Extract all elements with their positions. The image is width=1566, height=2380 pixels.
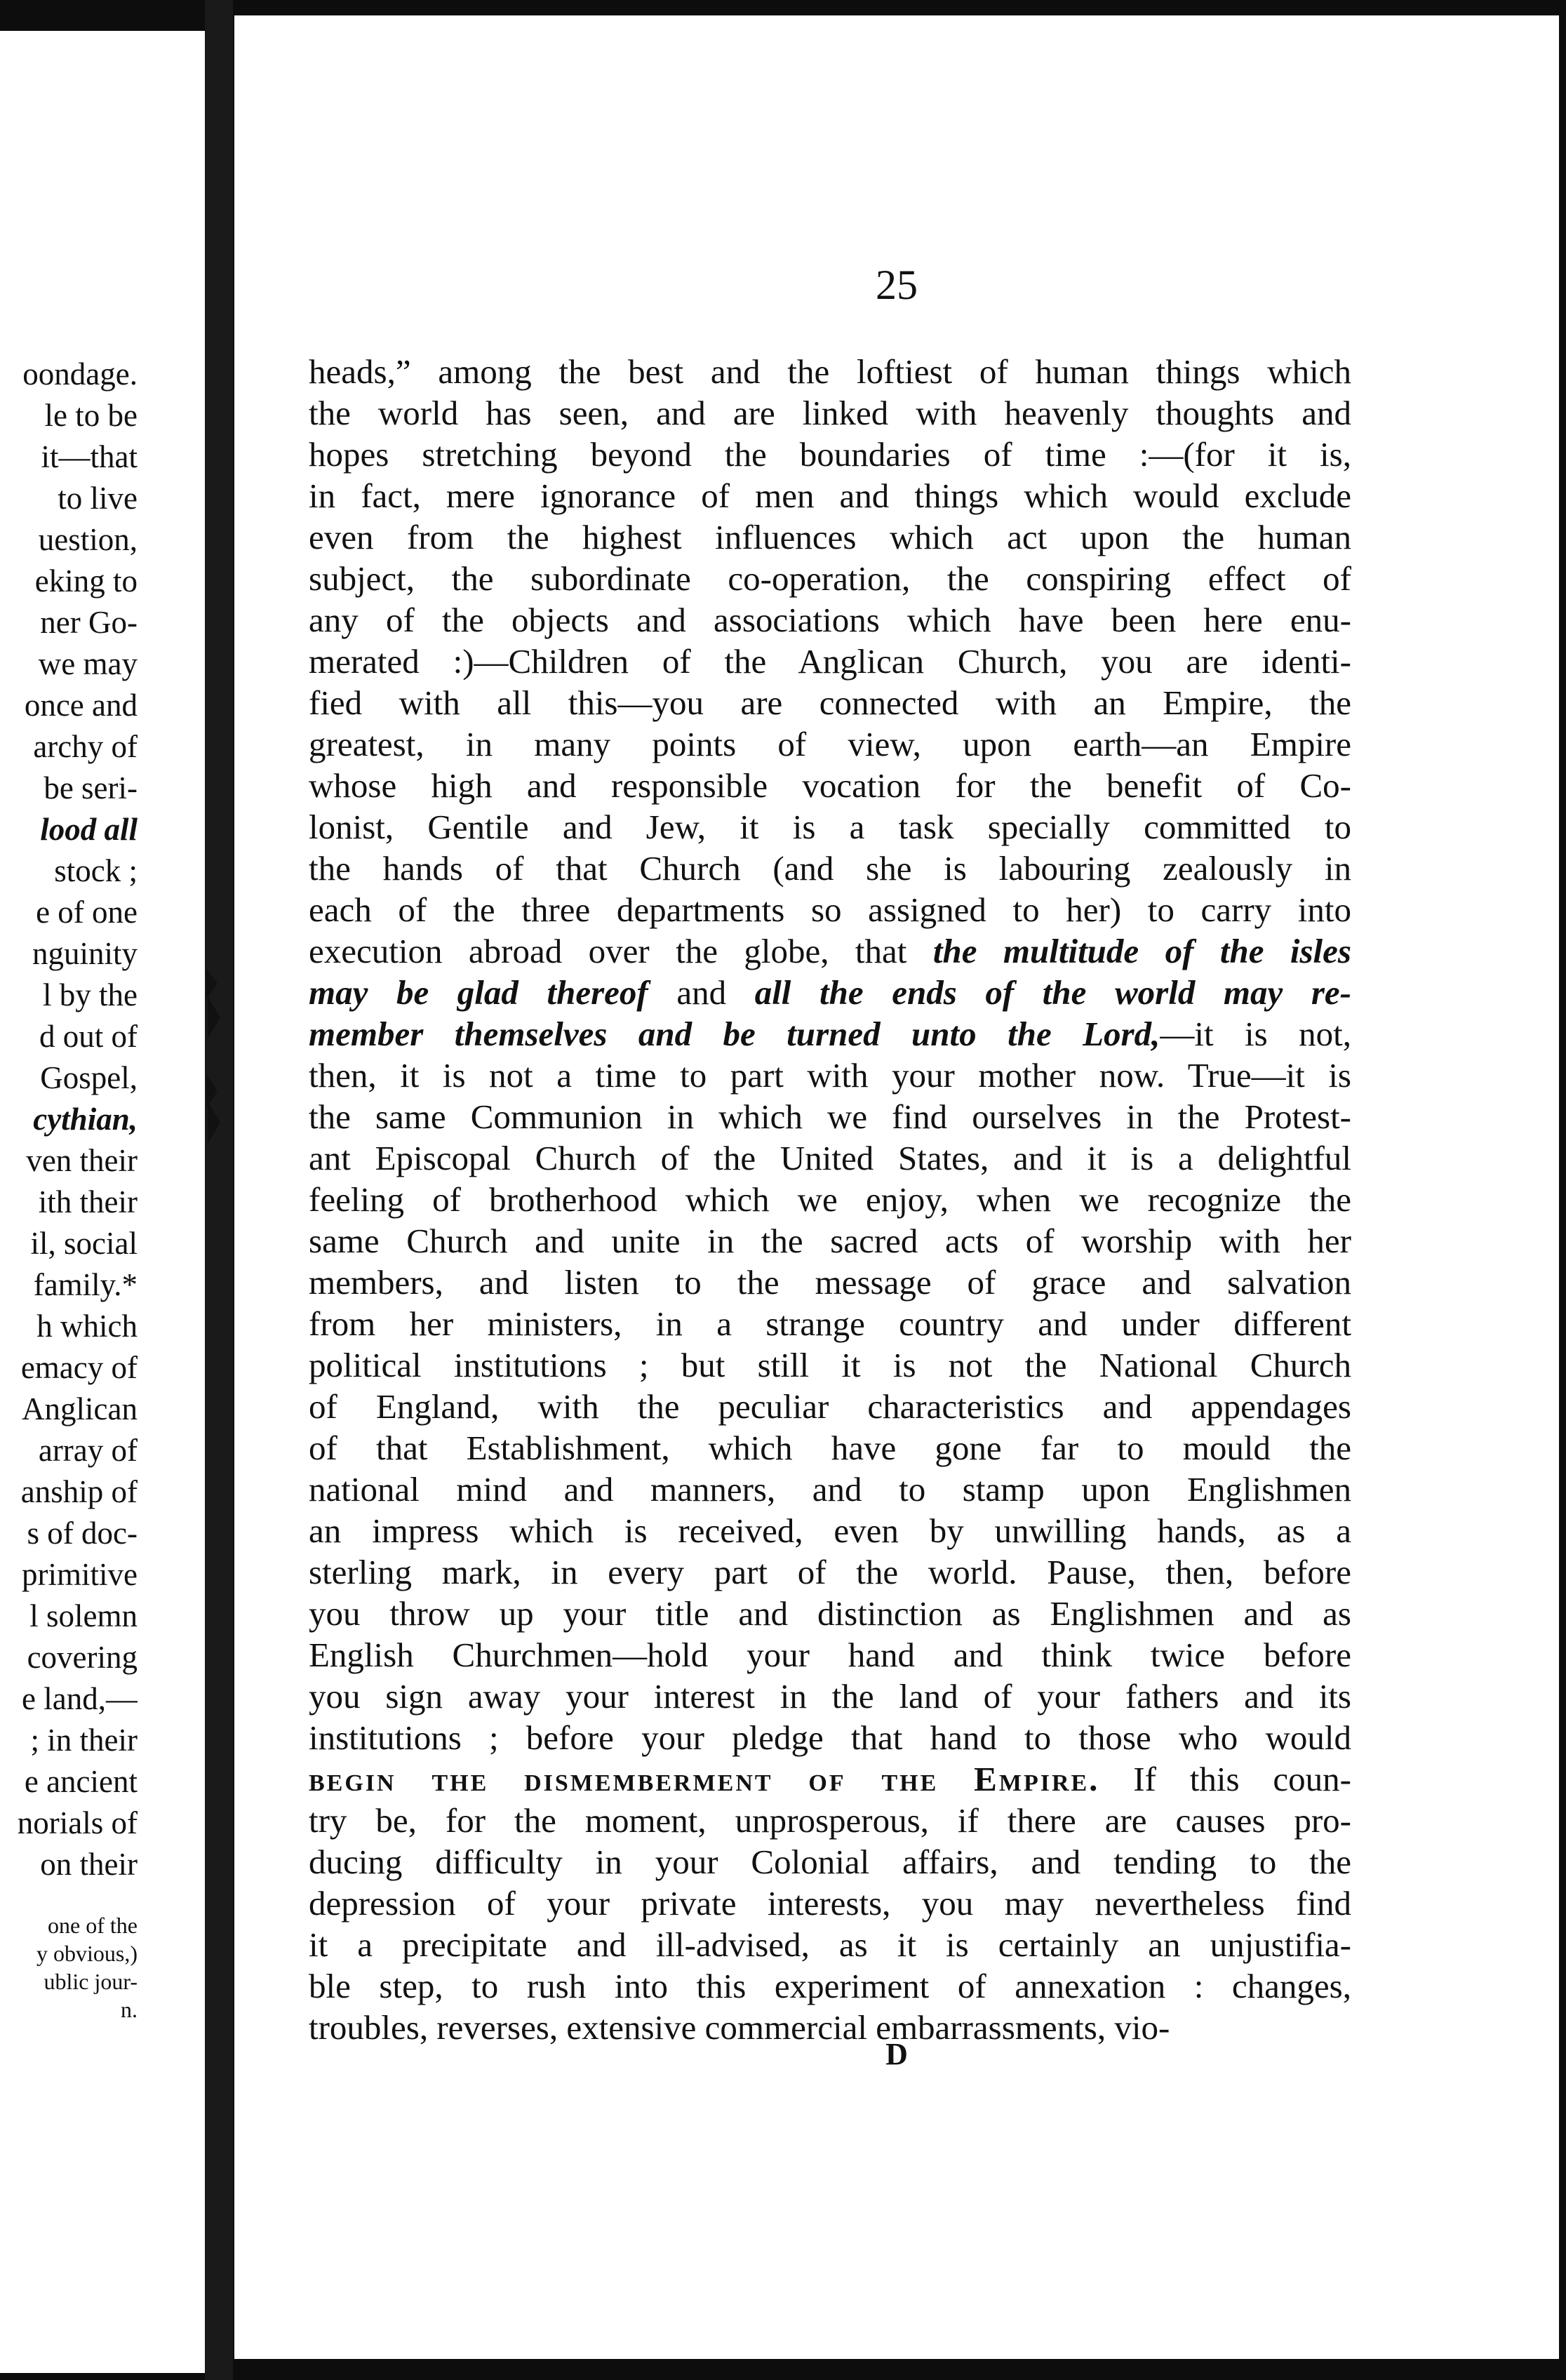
text-line: [309, 351, 1351, 392]
text-segment: from her ministers, in a strange country and under different: [309, 1304, 1351, 1343]
left-page-line: array of: [38, 1433, 138, 1468]
text-line: [309, 1510, 1351, 1551]
text-line: [309, 434, 1351, 475]
text-segment: subject, the subordinate co-operation, the conspiring effect of: [309, 559, 1351, 598]
text-segment: then, it is not a time to part with your mother now. True—it is: [309, 1056, 1351, 1095]
text-line: [309, 1262, 1351, 1303]
left-page-line: cythian,: [33, 1102, 138, 1137]
left-page-line: l solemn: [29, 1598, 138, 1633]
binding-marks: [199, 968, 227, 1151]
text-line: [309, 889, 1351, 930]
left-page-line: primitive: [22, 1557, 138, 1592]
text-segment: troubles, reverses, extensive commercial embarrassments, vio-: [309, 2008, 1170, 2047]
left-page-fragment: [0, 31, 205, 2373]
text-line: [309, 1717, 1351, 1758]
text-line: [309, 1841, 1351, 1883]
text-segment: it a precipitate and ill-advised, as it is certainly an unjustifia-: [309, 1925, 1351, 1964]
text-line: [309, 723, 1351, 765]
text-segment: national mind and manners, and to stamp upon Englishmen: [309, 1470, 1351, 1509]
text-line: [309, 1676, 1351, 1717]
left-page-line: be seri-: [44, 770, 138, 805]
text-line: [309, 682, 1351, 723]
text-segment: ducing difficulty in your Colonial affairs, and tending to the: [309, 1843, 1351, 1881]
text-line: [309, 1634, 1351, 1676]
left-page-footnote-line: one of the: [48, 1913, 138, 1938]
book-gutter: [205, 0, 233, 2380]
text-segment: the world has seen, and are linked with heavenly thoughts and: [309, 394, 1351, 432]
text-segment: merated :)—Children of the Anglican Church, you are identi-: [309, 642, 1351, 681]
text-segment: you throw up your title and distinction as Englishmen and as: [309, 1594, 1351, 1633]
text-line: [309, 765, 1351, 806]
italic-text: all the ends of the world may re-: [754, 973, 1351, 1012]
text-line: [309, 1427, 1351, 1469]
left-page-line: stock ;: [54, 853, 138, 888]
text-line: [309, 1800, 1351, 1841]
text-line: [309, 1924, 1351, 1965]
text-line: [309, 1965, 1351, 2007]
left-page-line: it—that: [41, 439, 138, 474]
text-segment: political institutions ; but still it is not the National Church: [309, 1346, 1351, 1384]
text-line: [309, 1055, 1351, 1096]
text-line: [309, 1469, 1351, 1510]
text-segment: English Churchmen—hold your hand and think twice before: [309, 1636, 1351, 1674]
left-page-footnote: [0, 1911, 138, 2024]
left-page-line: le to be: [44, 398, 138, 433]
text-line: [309, 1220, 1351, 1262]
left-page-line: h which: [36, 1309, 138, 1344]
text-segment: —it is not,: [1160, 1015, 1351, 1053]
text-segment: members, and listen to the message of grace and salvation: [309, 1263, 1351, 1302]
text-line: [309, 1551, 1351, 1593]
left-page-line: Anglican: [22, 1391, 138, 1426]
left-page-line: d out of: [39, 1019, 138, 1054]
text-segment: greatest, in many points of view, upon earth—an Empire: [309, 725, 1351, 763]
italic-text: member themselves and be turned unto the Lord,: [309, 1015, 1160, 1053]
text-segment: even from the highest influences which act upon the human: [309, 518, 1351, 556]
scan-bottom-edge: [234, 2359, 1566, 2380]
text-line: [309, 1179, 1351, 1220]
left-page-line: nguinity: [32, 936, 138, 971]
left-page-line: covering: [27, 1640, 138, 1675]
left-page-footnote-line: y obvious,): [36, 1941, 138, 1966]
text-segment: feeling of brotherhood which we enjoy, when we recognize the: [309, 1180, 1351, 1219]
text-segment: try be, for the moment, unprosperous, if there are causes pro-: [309, 1801, 1351, 1840]
text-line: [309, 930, 1351, 972]
text-segment: ble step, to rush into this experiment of annexation : changes,: [309, 1967, 1351, 2005]
text-line: [309, 1883, 1351, 1924]
text-segment: depression of your private interests, you may nevertheless find: [309, 1884, 1351, 1923]
text-segment: of England, with the peculiar characteristics and appendages: [309, 1387, 1351, 1426]
text-segment: If this coun-: [1099, 1760, 1351, 1798]
text-line: [309, 848, 1351, 889]
text-segment: ant Episcopal Church of the United States, and it is a delightful: [309, 1139, 1351, 1177]
text-segment: sterling mark, in every part of the world. Pause, then, before: [309, 1553, 1351, 1591]
left-page-line: on their: [40, 1847, 138, 1882]
text-line: [309, 475, 1351, 516]
left-page-line: ith their: [38, 1184, 138, 1219]
text-segment: heads,” among the best and the loftiest of human things which: [309, 352, 1351, 391]
left-page-line: lood all: [40, 812, 138, 847]
text-line: [309, 1758, 1351, 1800]
text-line: [309, 806, 1351, 848]
text-line: [309, 972, 1351, 1013]
page-number: 25: [876, 262, 918, 308]
left-page-line: family.*: [33, 1267, 138, 1302]
text-segment: an impress which is received, even by unwilling hands, as a: [309, 1511, 1351, 1550]
left-page-line: e ancient: [24, 1764, 138, 1799]
left-page-line: archy of: [33, 729, 138, 764]
left-page-line: s of doc-: [27, 1516, 138, 1551]
left-page-line: once and: [24, 688, 138, 723]
small-caps-text: begin the dismemberment of the Empire.: [309, 1760, 1100, 1798]
text-segment: lonist, Gentile and Jew, it is a task specially committed to: [309, 808, 1351, 846]
left-page-line: uestion,: [38, 522, 138, 557]
text-segment: each of the three departments so assigned to her) to carry into: [309, 890, 1351, 929]
text-segment: fied with all this—you are connected with an Empire, the: [309, 683, 1351, 722]
text-line: [309, 1386, 1351, 1427]
left-page-line: l by the: [43, 977, 138, 1012]
text-segment: any of the objects and associations which have been here enu-: [309, 601, 1351, 639]
text-line: [309, 1137, 1351, 1179]
left-page-line: oondage.: [22, 356, 138, 392]
left-page-line: anship of: [20, 1474, 138, 1509]
text-segment: same Church and unite in the sacred acts of worship with her: [309, 1222, 1351, 1260]
signature-mark: D: [885, 2037, 908, 2071]
left-page-line: il, social: [30, 1226, 138, 1261]
left-page-line: norials of: [17, 1805, 138, 1840]
left-page-line: e land,—: [22, 1681, 138, 1716]
text-segment: hopes stretching beyond the boundaries of time :—(for it is,: [309, 435, 1351, 474]
text-segment: institutions ; before your pledge that hand to those who would: [309, 1718, 1351, 1757]
text-line: [309, 1303, 1351, 1344]
left-page-line: eking to: [34, 563, 138, 599]
left-page-line: e of one: [36, 895, 138, 930]
left-page-line: emacy of: [20, 1350, 138, 1385]
left-page-line: ven their: [26, 1143, 138, 1178]
text-segment: the hands of that Church (and she is labouring zealously in: [309, 849, 1351, 888]
text-line: [309, 516, 1351, 558]
text-line: [309, 1013, 1351, 1055]
left-page-footnote-line: ublic jour-: [44, 1969, 138, 1994]
text-line: [309, 392, 1351, 434]
text-segment: the same Communion in which we find ourselves in the Protest-: [309, 1097, 1351, 1136]
italic-text: may be glad thereof: [309, 973, 648, 1012]
left-page-line: ; in their: [30, 1723, 138, 1758]
text-line: [309, 599, 1351, 641]
text-line: [309, 1593, 1351, 1634]
left-page-line: Gospel,: [40, 1060, 138, 1095]
text-line: [309, 558, 1351, 599]
italic-text: the multitude of the isles: [932, 932, 1351, 970]
left-page-line: to live: [58, 481, 138, 516]
text-line: [309, 1096, 1351, 1137]
text-segment: you sign away your interest in the land of your fathers and its: [309, 1677, 1351, 1716]
left-page-line: ner Go-: [40, 605, 138, 640]
left-page-line: we may: [38, 646, 138, 681]
text-segment: of that Establishment, which have gone far to mould the: [309, 1429, 1351, 1467]
text-line: [309, 641, 1351, 682]
text-segment: in fact, mere ignorance of men and things which would exclude: [309, 476, 1351, 515]
text-line: [309, 1344, 1351, 1386]
right-page: [234, 15, 1559, 2359]
left-page-text: [0, 354, 138, 1885]
body-text: [309, 351, 1351, 2048]
text-segment: execution abroad over the globe, that: [309, 932, 933, 970]
left-page-footnote-line: n.: [121, 1997, 138, 2022]
text-segment: whose high and responsible vocation for the benefit of Co-: [309, 766, 1351, 805]
text-segment: and: [648, 973, 755, 1012]
